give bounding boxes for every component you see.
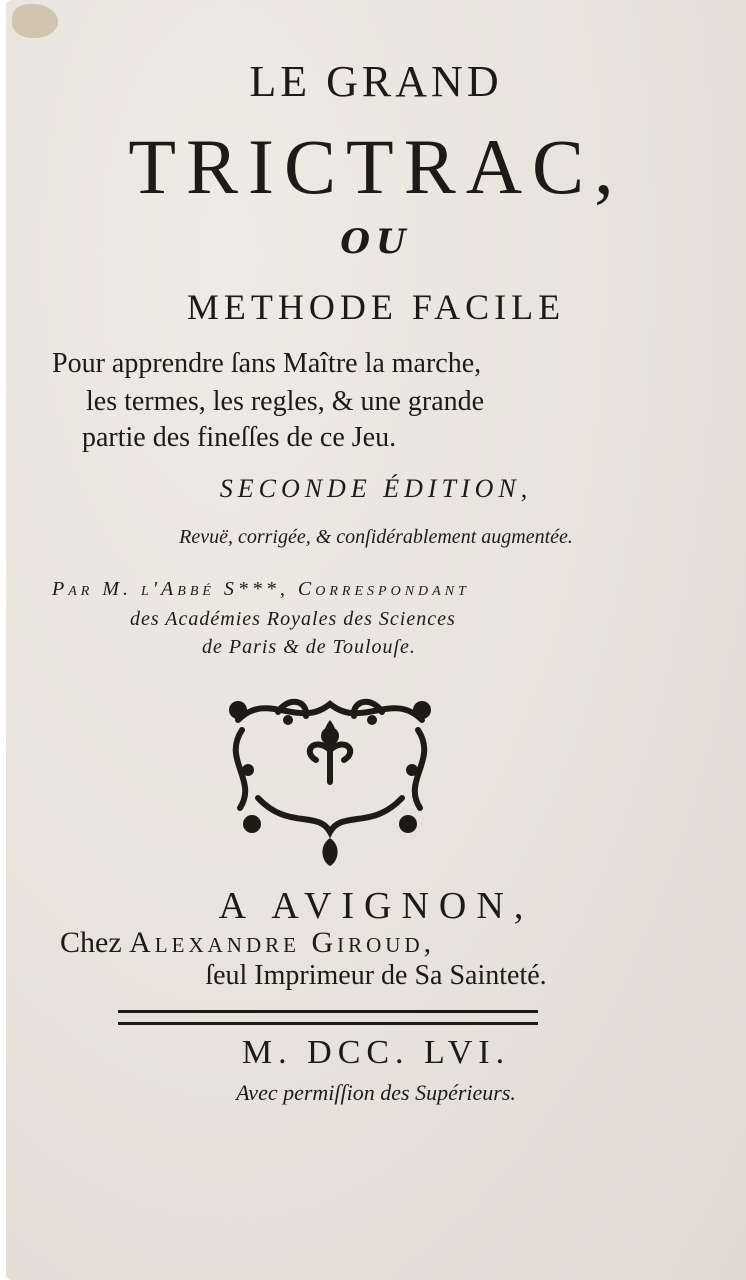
floral-vignette-icon [218, 690, 442, 870]
title-methode: METHODE FACILE [186, 287, 566, 327]
title-line-2: TRICTRAC, [128, 123, 624, 210]
paper-stain [12, 4, 58, 38]
subtitle-line-2: les termes, les regles, & une grande [86, 386, 485, 417]
imprint-chez: Chez [60, 926, 122, 959]
author-line-1 [52, 578, 470, 601]
imprint-printer-line [60, 926, 435, 960]
imprint-role: ſeul Imprimeur de Sa Sainteté. [205, 960, 547, 991]
title-line-1: LE GRAND [249, 57, 503, 106]
author-name: Par M. l'Abbé S*** [52, 578, 280, 600]
author-line-2: des Académies Royales des Sciences [130, 608, 456, 630]
title-ou: OU [340, 222, 412, 262]
divider-rule [118, 1010, 538, 1025]
subtitle-line-3: partie des fineſſes de ce Jeu. [82, 422, 397, 453]
imprint-year: M. DCC. LVI. [241, 1034, 511, 1071]
imprint-permission: Avec permiſſion des Supérieurs. [236, 1080, 516, 1105]
author-title: , Correspondant [279, 578, 470, 600]
imprint-city: A AVIGNON, [218, 885, 534, 927]
title-page [6, 0, 746, 1280]
imprint-printer: Alexandre Giroud, [129, 926, 436, 959]
subtitle-line-1: Pour apprendre ſans Maître la marche, [52, 348, 482, 379]
edition-label: SECONDE ÉDITION, [219, 474, 533, 503]
edition-note: Revuë, corrigée, & conſidérablement augmentée. [179, 526, 573, 548]
author-line-3: de Paris & de Toulouſe. [202, 636, 416, 658]
